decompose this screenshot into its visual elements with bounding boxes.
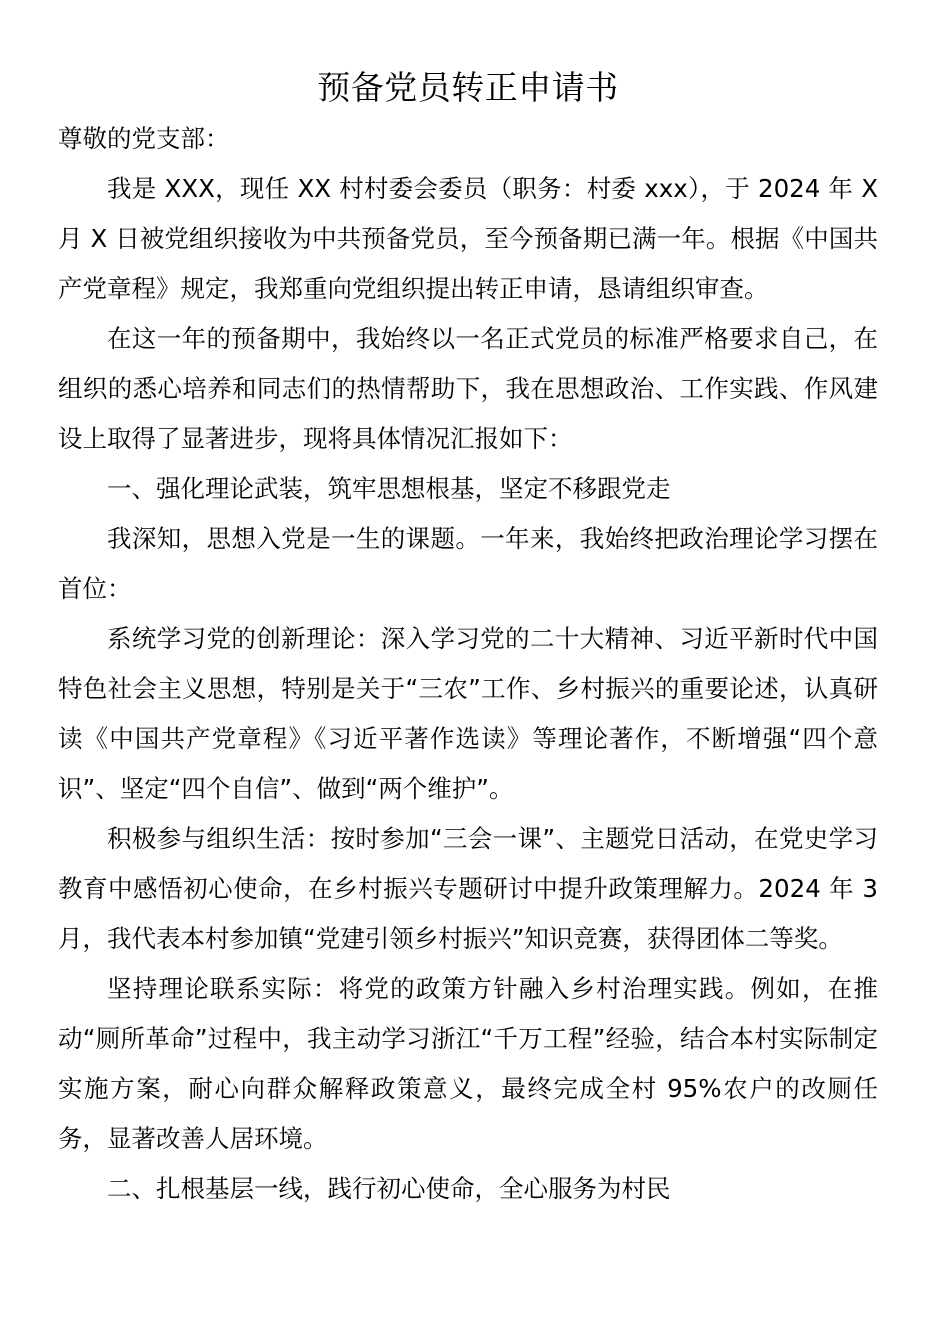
document-page [58,62,878,1214]
section-1-paragraph: 坚持理论联系实际：将党的政策方针融入乡村治理实践。例如，在推动“厕所革命”过程中，我主动学习浙江“千万工程”经验，结合本村实际制定实施方案，耐心向群众解释政策意义，最终完成全村 95%农户的改厕任务，显著改善人居环境。 [58,974,878,1153]
summary-paragraph: 在这一年的预备期中，我始终以一名正式党员的标准严格要求自己，在组织的悉心培养和同志们的热情帮助下，我在思想政治、工作实践、作风建设上取得了显著进步，现将具体情况汇报如下： [58,324,878,453]
section-1-paragraph: 积极参与组织生活：按时参加“三会一课”、主题党日活动，在党史学习教育中感悟初心使命，在乡村振兴专题研讨中提升政策理解力。2024 年 3 月，我代表本村参加镇“党建引领乡村振兴”知识竞赛，获得团体二等奖。 [58,824,878,953]
salutation: 尊敬的党支部： [58,124,230,153]
document-title: 预备党员转正申请书 [317,68,619,107]
section-1-paragraph: 系统学习党的创新理论：深入学习党的二十大精神、习近平新时代中国特色社会主义思想，特别是关于“三农”工作、乡村振兴的重要论述，认真研读《中国共产党章程》《习近平著作选读》等理论著作，不断增强“四个意识”、坚定“四个自信”、做到“两个维护”。 [58,624,878,803]
section-2-heading: 二、扎根基层一线，践行初心使命，全心服务为村民 [107,1174,671,1203]
section-1-heading: 一、强化理论武装，筑牢思想根基，坚定不移跟党走 [107,474,671,503]
section-1-paragraph: 我深知，思想入党是一生的课题。一年来，我始终把政治理论学习摆在首位： [58,524,878,603]
intro-paragraph: 我是 XXX，现任 XX 村村委会委员（职务：村委 xxx），于 2024 年 X 月 X 日被党组织接收为中共预备党员，至今预备期已满一年。根据《中国共产党章程》规定，我郑重向党组织提出转正申请，恳请组织审查。 [58,174,878,303]
